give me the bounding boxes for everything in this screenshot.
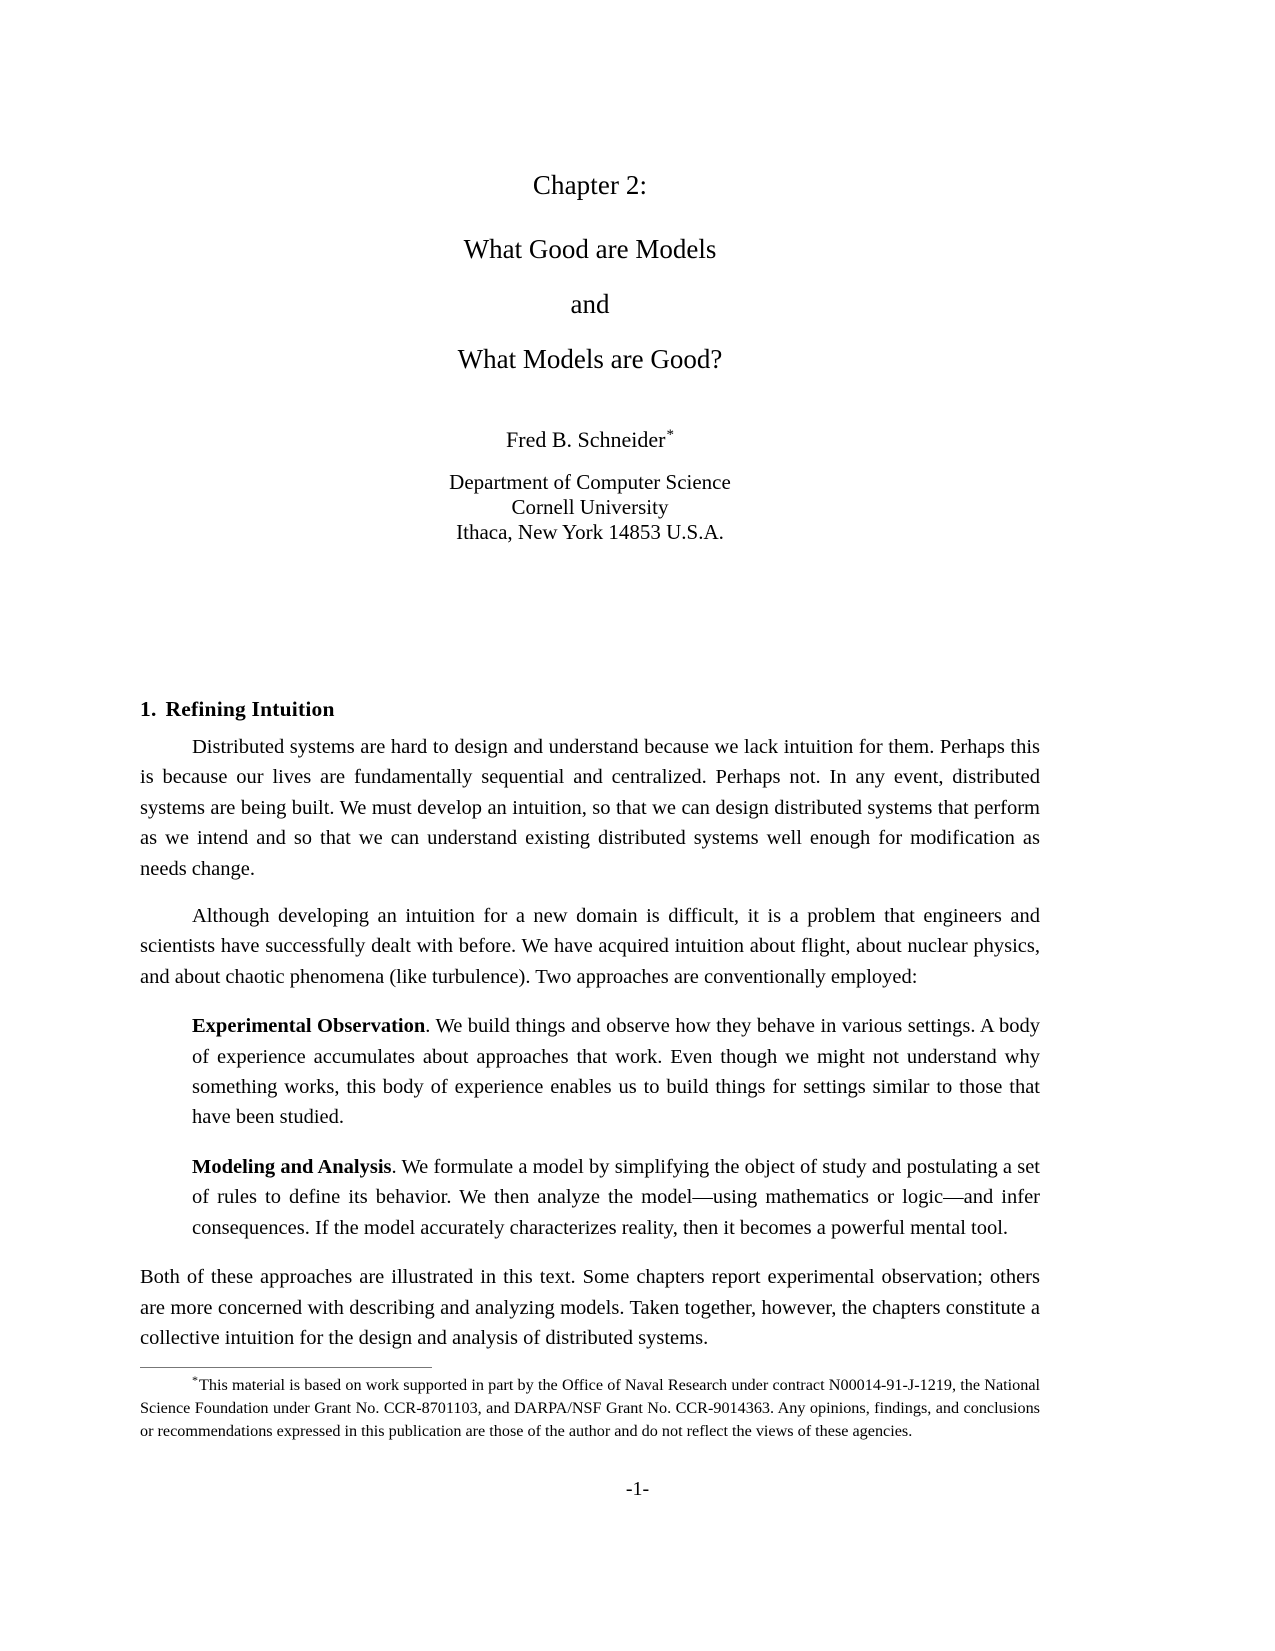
- paragraph-intuition-intro: Distributed systems are hard to design and understand because we lack intuition for them. Perhaps this is because our lives are fundamentally sequential and centralized. Perhaps not. In any event, distributed systems are being built. We must develop an intuition, so that we can design distributed systems that perform as we intend and so that we can understand existing distributed systems well enough for modification as needs change.: [140, 736, 1040, 880]
- author-label: Fred B. Schneider: [506, 427, 666, 452]
- chapter-label: Chapter 2:: [532, 170, 648, 200]
- author-name: [140, 426, 1040, 454]
- affiliation-address: Ithaca, New York 14853 U.S.A.: [456, 520, 724, 544]
- affiliation-institution: Cornell University: [511, 495, 669, 519]
- definition-text: . We formulate a model by simplifying the object of study and postulating a set of rules to define its behavior. We then analyze the model—using mathematics or logic—and infer consequences. If the model accurately characterizes reality, then it becomes a powerful mental tool.: [192, 1155, 1040, 1239]
- footnote-text-block: [140, 1374, 1040, 1442]
- footnote-area: [140, 1367, 1040, 1442]
- paragraph-both-approaches: Both of these approaches are illustrated in this text. Some chapters report experimental observation; others are more concerned with describing and analyzing models. Taken together, however, the chapters constitute a collective intuition for the design and analysis of distributed systems.: [140, 1266, 1040, 1349]
- paragraph-approaches-intro: Although developing an intuition for a new domain is difficult, it is a problem that engineers and scientists have successfully dealt with before. We have acquired intuition about flight, about nuclear physics, and about chaotic phenomena (like turbulence). Two approaches are conventionally employed:: [140, 905, 1040, 988]
- document-title-line-2: What Models are Good?: [457, 344, 723, 374]
- document-title-conjunction: and: [570, 289, 610, 319]
- affiliation-block: [140, 470, 1040, 545]
- author-footnote-marker: *: [666, 426, 674, 443]
- footnote-separator-rule: [140, 1367, 432, 1368]
- section-number: 1.: [140, 697, 157, 721]
- section-title: Refining Intuition: [165, 697, 335, 721]
- affiliation-department: Department of Computer Science: [449, 470, 731, 494]
- definition-experimental-observation: [140, 1011, 1040, 1133]
- document-title-line-1: What Good are Models: [463, 234, 717, 264]
- footnote-marker: *: [192, 1372, 198, 1387]
- definition-text: . We build things and observe how they behave in various settings. A body of experience accumulates about approaches that work. Even though we might not understand why something works, this body of experience enables us to build things for settings similar to those that have been studied.: [192, 1015, 1040, 1129]
- definition-modeling-and-analysis: [140, 1152, 1040, 1243]
- page-content: [140, 0, 1040, 1442]
- footnote-text: This material is based on work supported in part by the Office of Naval Research under contract N00014-91-J-1219, the National Science Foundation under Grant No. CCR-8701103, and DARPA/NSF Grant No. CCR-9014363. Any opinions, findings, and conclusions or recommendations expressed in this publication are those of the author and do not reflect the views of these agencies.: [140, 1376, 1040, 1440]
- section-heading: [140, 697, 1040, 722]
- definition-term: Experimental Observation: [192, 1015, 426, 1038]
- page-number: -1-: [625, 1478, 650, 1500]
- title-block: [140, 0, 1040, 545]
- definition-term: Modeling and Analysis: [192, 1155, 392, 1178]
